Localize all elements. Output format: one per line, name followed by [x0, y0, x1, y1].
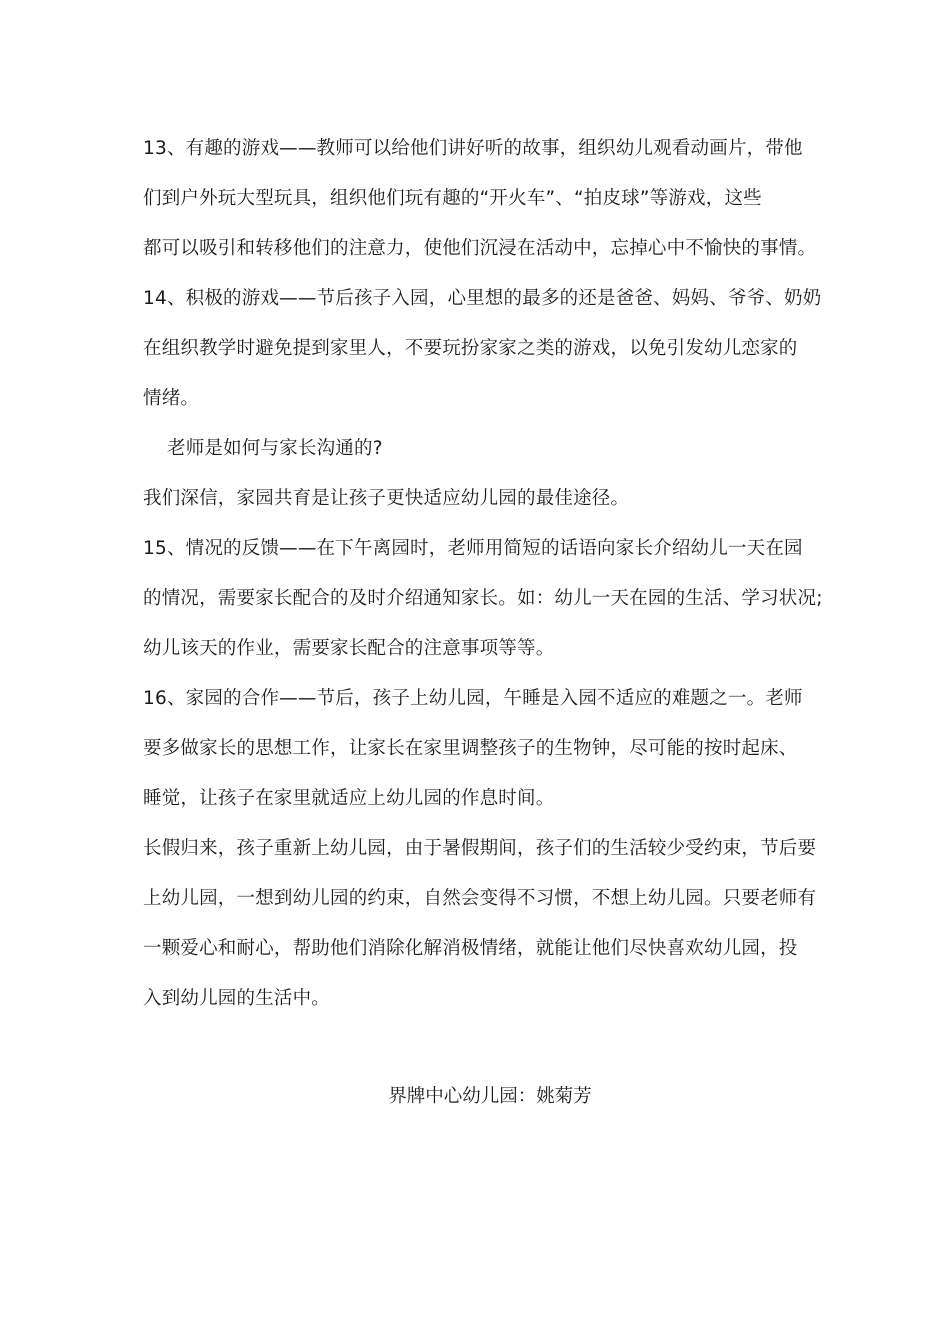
text-line: 情绪。: [143, 388, 200, 409]
text-line: 都可以吸引和转移他们的注意力，使他们沉浸在活动中，忘掉心中不愉快的事情。: [143, 238, 817, 259]
text-line: 14、积极的游戏——节后孩子入园，心里想的最多的还是爸爸、妈妈、爷爷、奶奶: [143, 288, 822, 309]
text-line: 的情况，需要家长配合的及时介绍通知家长。如：幼儿一天在园的生活、学习状况;: [143, 588, 823, 609]
text-line: 我们深信，家园共育是让孩子更快适应幼儿园的最佳途径。: [143, 488, 630, 509]
text-line: 长假归来，孩子重新上幼儿园，由于暑假期间，孩子们的生活较少受约束，节后要: [143, 838, 817, 859]
text-line: 要多做家长的思想工作，让家长在家里调整孩子的生物钟，尽可能的按时起床、: [143, 738, 798, 759]
text-line: 15、情况的反馈——在下午离园时，老师用简短的话语向家长介绍幼儿一天在园: [143, 538, 803, 559]
text-line: 13、有趣的游戏——教师可以给他们讲好听的故事，组织幼儿观看动画片，带他: [143, 138, 803, 159]
text-line: 睡觉，让孩子在家里就适应上幼儿园的作息时间。: [143, 788, 555, 809]
text-line: 在组织教学时避免提到家里人，不要玩扮家家之类的游戏，以免引发幼儿恋家的: [143, 338, 798, 359]
text-line: 入到幼儿园的生活中。: [143, 988, 331, 1009]
text-line: 上幼儿园，一想到幼儿园的约束，自然会变得不习惯，不想上幼儿园。只要老师有: [143, 888, 817, 909]
text-line: 一颗爱心和耐心，帮助他们消除化解消极情绪，就能让他们尽快喜欢幼儿园，投: [143, 938, 798, 959]
document-body: [143, 124, 823, 1024]
text-line: 们到户外玩大型玩具，组织他们玩有趣的“开火车”、“拍皮球”等游戏，这些: [143, 188, 762, 209]
text-line: 16、家园的合作——节后，孩子上幼儿园，午睡是入园不适应的难题之一。老师: [143, 688, 803, 709]
section-heading: 老师是如何与家长沟通的?: [167, 438, 383, 459]
signature-line: 界牌中心幼儿园：姚菊芳: [388, 1086, 592, 1107]
text-line: 幼儿该天的作业，需要家长配合的注意事项等等。: [143, 638, 555, 659]
